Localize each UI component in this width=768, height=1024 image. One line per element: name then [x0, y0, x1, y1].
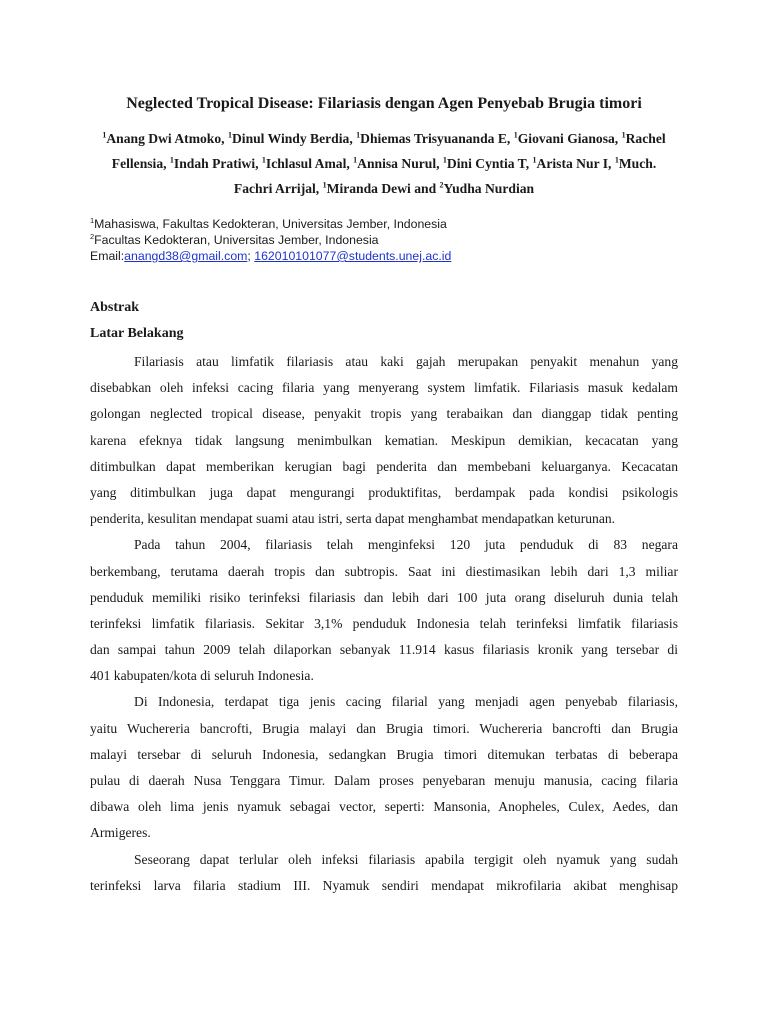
- author-name-text: Dhiemas Trisyuananda E,: [360, 131, 514, 146]
- text-line: dan sampai tahun 2009 telah dilaporkan sebanyak 11.914 kasus filariasis kronik yang tersebar di: [90, 642, 678, 658]
- author-name-text: Yudha Nurdian: [443, 181, 535, 196]
- text-line: 401 kabupaten/kota di seluruh Indonesia.: [90, 668, 314, 684]
- author-affiliation-marker: 1: [322, 180, 327, 190]
- heading-latar-belakang: Latar Belakang: [90, 326, 184, 341]
- author-name-text: Much.: [618, 156, 657, 171]
- text-line: dibawa oleh lima jenis nyamuk sebagai vector, seperti: Mansonia, Anopheles, Culex, Aedes, dan: [90, 799, 678, 815]
- author-name: [356, 131, 514, 146]
- heading-abstrak: Abstrak: [90, 300, 140, 315]
- text-line: yang ditimbulkan juga dapat mengurangi produktifitas, berdampak pada kondisi psikologis: [90, 484, 678, 500]
- text-line: Pada tahun 2004, filariasis telah menginfeksi 120 juta penduduk di 83 negara: [134, 537, 678, 553]
- author-name-text: Rachel: [625, 131, 666, 146]
- author-affiliation-marker: 1: [614, 155, 619, 165]
- author-affiliation-marker: 1: [169, 155, 174, 165]
- email-label: Email:: [90, 249, 125, 263]
- paragraph: [90, 847, 678, 899]
- author-name: [353, 156, 443, 171]
- text-line: terinfeksi limfatik filariasis. Sekitar 3,1% penduduk Indonesia telah terinfeksi limfatik filariasis: [90, 615, 678, 631]
- affiliation-2: [90, 232, 690, 248]
- author-name-text: Anang Dwi Atmoko,: [106, 131, 228, 146]
- author-affiliation-marker: 2: [439, 180, 444, 190]
- author-name-text: Dinul Windy Berdia,: [231, 131, 357, 146]
- author-name-text: Fachri Arrijal,: [233, 181, 323, 196]
- affiliations: [90, 216, 690, 264]
- author-name: [112, 156, 170, 171]
- author-name-text: Giovani Gianosa,: [517, 131, 622, 146]
- email-line: [90, 248, 690, 264]
- author-name: [514, 131, 622, 146]
- text-line: disebabkan oleh infeksi cacing filaria yang menyerang system limfatik. Filariasis masuk kedalam: [90, 380, 678, 396]
- paragraph: [90, 532, 678, 689]
- author-affiliation-marker: 1: [353, 155, 358, 165]
- author-affiliation-marker: 1: [102, 130, 107, 140]
- author-name: [323, 181, 440, 196]
- email-link-1[interactable]: anangd38@gmail.com: [124, 249, 248, 263]
- author-name-text: Miranda Dewi and: [326, 181, 440, 196]
- author-affiliation-marker: 1: [356, 130, 361, 140]
- paper-title: Neglected Tropical Disease: Filariasis dengan Agen Penyebab Brugia timori: [126, 95, 642, 112]
- text-line: Armigeres.: [90, 825, 151, 841]
- text-line: karena efeknya tidak langsung menimbulkan kematian. Meskipun demikian, kecacatan yang: [90, 432, 678, 448]
- author-affiliation-marker: 1: [513, 130, 518, 140]
- author-name: [228, 131, 356, 146]
- author-name-text: Dini Cyntia T,: [446, 156, 533, 171]
- text-line: malayi tersebar di seluruh Indonesia, sedangkan Brugia timori ditemukan terbatas di beberapa: [90, 746, 678, 762]
- author-name-text: Indah Pratiwi,: [173, 156, 262, 171]
- author-line: [90, 151, 678, 176]
- author-name: [234, 181, 323, 196]
- text-line: berkembang, terutama daerah tropis dan subtropis. Saat ini diestimasikan lebih dari 1,3 miliar: [90, 563, 678, 579]
- author-list: [90, 126, 678, 201]
- author-name: [440, 181, 535, 196]
- affiliation-1-text: Mahasiswa, Fakultas Kedokteran, Universitas Jember, Indonesia: [94, 217, 447, 231]
- author-affiliation-marker: 1: [442, 155, 447, 165]
- affiliation-2-text: Facultas Kedokteran, Universitas Jember, Indonesia: [94, 233, 379, 247]
- author-name: [262, 156, 353, 171]
- author-name: [622, 131, 666, 146]
- author-affiliation-marker: 1: [532, 155, 537, 165]
- paragraph: [90, 689, 678, 846]
- author-name-text: Arista Nur I,: [536, 156, 615, 171]
- author-name: [102, 131, 228, 146]
- body-text: [90, 349, 678, 899]
- text-line: terinfeksi larva filaria stadium III. Nyamuk sendiri mendapat mikrofilaria akibat menghisap: [90, 877, 678, 893]
- text-line: Filariasis atau limfatik filariasis atau kaki gajah merupakan penyakit menahun yang: [134, 354, 678, 369]
- author-name-text: Annisa Nurul,: [357, 156, 443, 171]
- affiliation-1-marker: 1: [90, 215, 95, 225]
- author-name-text: Fellensia,: [111, 156, 170, 171]
- text-line: golongan neglected tropical disease, penyakit tropis yang terabaikan dan dianggap tidak penting: [90, 406, 678, 422]
- author-name: [443, 156, 533, 171]
- text-line: Di Indonesia, terdapat tiga jenis cacing filarial yang menjadi agen penyebab filariasis,: [134, 694, 678, 710]
- text-line: penduduk memiliki risiko terinfeksi filariasis dan lebih dari 100 juta orang diseluruh dunia telah: [90, 589, 678, 605]
- author-affiliation-marker: 1: [227, 130, 232, 140]
- author-name-text: Ichlasul Amal,: [265, 156, 354, 171]
- author-affiliation-marker: 1: [621, 130, 626, 140]
- author-name: [170, 156, 262, 171]
- email-link-2[interactable]: 162010101077@students.unej.ac.id: [254, 249, 452, 263]
- text-line: yaitu Wuchereria bancrofti, Brugia malayi dan Brugia timori. Wuchereria bancrofti dan Brugia: [90, 720, 678, 736]
- text-line: Seseorang dapat terlular oleh infeksi filariasis apabila tergigit oleh nyamuk yang sudah: [134, 851, 678, 867]
- text-line: penderita, kesulitan mendapat suami atau istri, serta dapat menghambat mendapatkan keturunan.: [90, 511, 616, 527]
- affiliation-1: [90, 216, 690, 232]
- author-name: [533, 156, 615, 171]
- text-line: pulau di daerah Nusa Tenggara Timur. Dalam proses penyebaran menuju manusia, cacing filaria: [90, 773, 678, 788]
- affiliation-2-marker: 2: [90, 231, 95, 241]
- text-line: ditimbulkan dapat memberikan kerugian bagi penderita dan membebani keluarganya. Kecacatan: [90, 458, 678, 474]
- author-line: [90, 126, 678, 151]
- author-affiliation-marker: 1: [261, 155, 266, 165]
- email-separator: ;: [247, 249, 255, 263]
- author-name: [615, 156, 656, 171]
- author-line: [90, 176, 678, 201]
- paragraph: [90, 349, 678, 532]
